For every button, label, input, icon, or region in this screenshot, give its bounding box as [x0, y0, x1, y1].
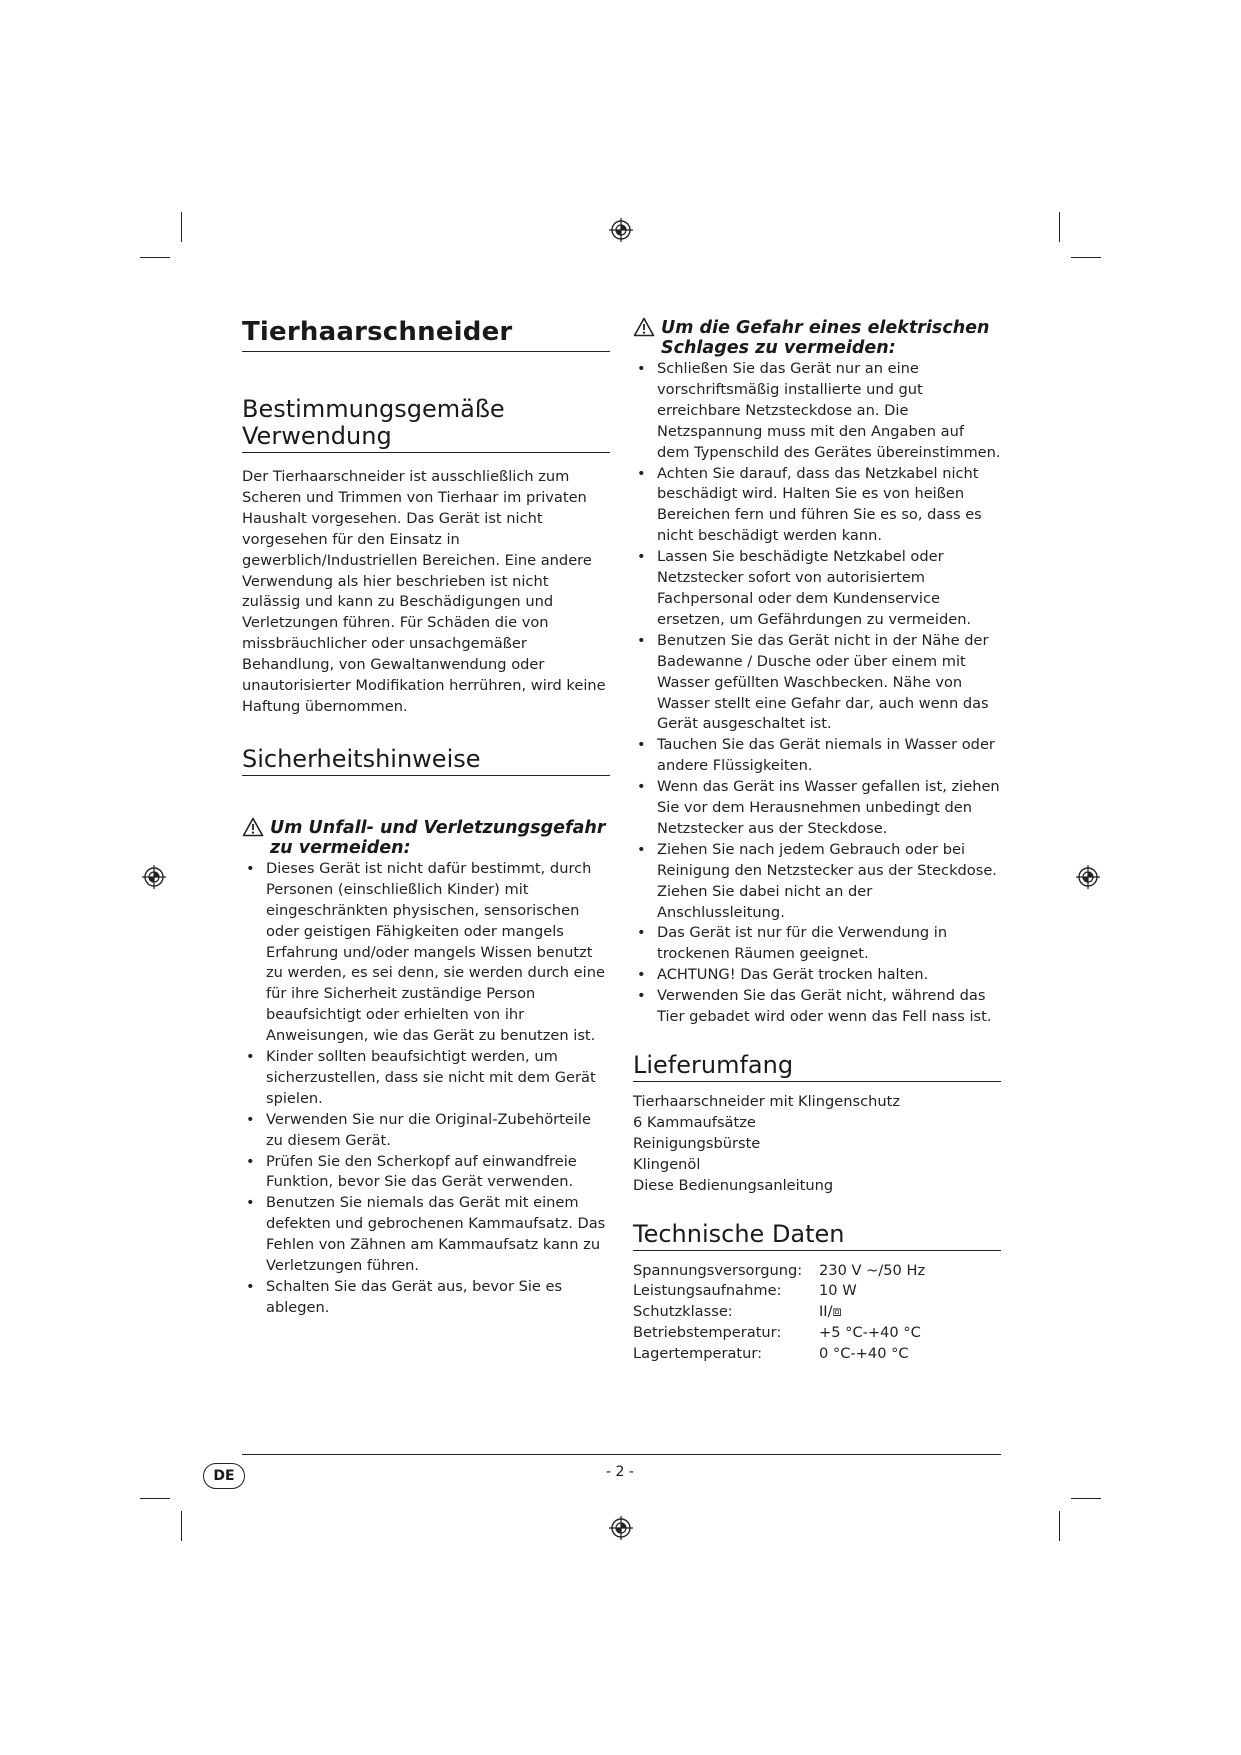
- list-item: • Verwenden Sie das Gerät nicht, während das Tier gebadet wird oder wenn das Fell nass ist.: [633, 986, 1001, 1028]
- list-item: • Benutzen Sie das Gerät nicht in der Nähe der Badewanne / Dusche oder über einem mit Wasser gefüllten Waschbecken. Nähe von Wasser stellt eine Gefahr dar, auch wenn das Gerät ausgeschaltet ist.: [633, 631, 1001, 736]
- warning-triangle-icon: [633, 317, 655, 337]
- left-column: [242, 317, 610, 1319]
- table-row: [633, 1281, 925, 1302]
- intended-use-text: Der Tierhaarschneider ist ausschließlich zum Scheren und Trimmen von Tierhaar im privaten Haushalt vorgesehen. Das Gerät ist nicht vorgesehen für den Einsatz in gewerblich/Industriellen Bereichen. Eine andere Verwendung als hier beschrieben ist nicht zulässig und kann zu Beschädigungen und Verletzungen führen. Für Schäden die von missbräuchlicher oder unsachgemäßer Behandlung, von Gewaltanwendung oder unautorisierter Modifikation herrühren, wird keine Haftung übernommen.: [242, 468, 606, 715]
- warning-triangle-icon: [242, 817, 264, 837]
- table-row: [633, 1261, 925, 1282]
- spec-value: 0 °C-+40 °C: [819, 1345, 909, 1363]
- warning-heading-text: Um Unfall- und Verletzungsgefahr zu vermeiden:: [270, 817, 606, 858]
- list-item: • ACHTUNG! Das Gerät trocken halten.: [633, 965, 1001, 986]
- heading-line: Bestimmungsgemäße: [242, 395, 505, 423]
- list-item: Tierhaarschneider mit Klingenschutz: [633, 1093, 900, 1110]
- list-item: Diese Bedienungsanleitung: [633, 1176, 834, 1194]
- right-column: [633, 318, 1001, 1365]
- crop-mark: [1059, 1511, 1060, 1541]
- tech-table: [633, 1261, 925, 1366]
- language-badge: DE: [203, 1463, 245, 1489]
- registration-mark-icon: [608, 1515, 634, 1541]
- table-row: [633, 1302, 925, 1323]
- registration-mark-icon: [1075, 864, 1101, 890]
- page-title: Tierhaarschneider: [242, 317, 610, 352]
- shock-warning-heading: [633, 318, 1001, 358]
- spec-label: Spannungsversorgung:: [633, 1261, 803, 1279]
- spec-label: Leistungsaufnahme:: [633, 1282, 782, 1300]
- list-item: • Wenn das Gerät ins Wasser gefallen ist, ziehen Sie vor dem Herausnehmen unbedingt den Netzstecker aus der Steckdose.: [633, 777, 1001, 840]
- list-item: • Achten Sie darauf, dass das Netzkabel nicht beschädigt wird. Halten Sie es von heißen Bereichen fern und führen Sie es so, dass es nicht beschädigt werden kann.: [633, 464, 1001, 548]
- spec-value: 230 V ∼/50 Hz: [819, 1261, 926, 1279]
- spec-label: Schutzklasse:: [633, 1303, 733, 1321]
- list-item: • Das Gerät ist nur für die Verwendung in trockenen Räumen geeignet.: [633, 923, 1001, 965]
- list-item: • Ziehen Sie nach jedem Gebrauch oder bei Reinigung den Netzstecker aus der Steckdose. Ziehen Sie dabei nicht an der Anschlussleitung.: [633, 840, 1001, 924]
- list-item: Klingenöl: [633, 1155, 701, 1173]
- list-item: • Lassen Sie beschädigte Netzkabel oder Netzstecker sofort von autorisiertem Fachpersonal oder dem Kundenservice ersetzen, um Gefährdungen zu vermeiden.: [633, 547, 1001, 631]
- table-row: [633, 1323, 925, 1344]
- registration-mark-icon: [608, 217, 634, 243]
- list-item: Reinigungsbürste: [633, 1134, 761, 1152]
- crop-mark: [181, 212, 182, 242]
- crop-mark: [140, 257, 170, 258]
- list-item: • Prüfen Sie den Scherkopf auf einwandfreie Funktion, bevor Sie das Gerät verwenden.: [242, 1152, 610, 1194]
- list-item: • Tauchen Sie das Gerät niemals in Wasser oder andere Flüssigkeiten.: [633, 735, 1001, 777]
- spec-label: Betriebstemperatur:: [633, 1324, 782, 1342]
- scope-list: [633, 1092, 1001, 1197]
- intended-use-heading: [242, 396, 610, 453]
- list-item: • Dieses Gerät ist nicht dafür bestimmt, durch Personen (einschließlich Kinder) mit eingeschränkten physischen, sensorischen oder geistigen Fähigkeiten oder mangels Erfahrung und/oder mangels Wissen benutzt zu werden, es sei denn, sie werden durch eine für ihre Sicherheit zuständige Person beaufsichtigt oder erhielten von ihr Anweisungen, wie das Gerät zu benutzen ist.: [242, 859, 610, 1047]
- footer-rule: [242, 1454, 1001, 1455]
- scope-heading: Lieferumfang: [633, 1052, 1001, 1082]
- list-item: • Benutzen Sie niemals das Gerät mit einem defekten und gebrochenen Kammaufsatz. Das Fehlen von Zähnen am Kammaufsatz kann zu Verletzungen führen.: [242, 1193, 610, 1277]
- accident-warning-heading: [242, 818, 610, 858]
- crop-mark: [1059, 212, 1060, 242]
- spec-label: Lagertemperatur:: [633, 1345, 763, 1363]
- crop-mark: [140, 1498, 170, 1499]
- warning-heading-text: Um die Gefahr eines elektrischen Schlages zu vermeiden:: [661, 318, 990, 358]
- list-item: • Schalten Sie das Gerät aus, bevor Sie es ablegen.: [242, 1277, 610, 1319]
- accident-warning-list: [242, 859, 610, 1319]
- spec-value: 10 W: [819, 1282, 857, 1300]
- safety-heading: Sicherheitshinweise: [242, 746, 610, 776]
- shock-warning-list: [633, 359, 1001, 1028]
- list-item: • Kinder sollten beaufsichtigt werden, um sicherzustellen, dass sie nicht mit dem Gerät spielen.: [242, 1047, 610, 1110]
- crop-mark: [181, 1511, 182, 1541]
- spec-value: II/⧈: [819, 1303, 842, 1321]
- list-item: • Schließen Sie das Gerät nur an eine vorschriftsmäßig installierte und gut erreichbare Netzsteckdose an. Die Netzspannung muss mit den Angaben auf dem Typenschild des Gerätes übereinstimmen.: [633, 359, 1001, 464]
- page-number: - 2 -: [606, 1464, 634, 1480]
- table-row: [633, 1344, 925, 1365]
- crop-mark: [1071, 257, 1101, 258]
- list-item: 6 Kammaufsätze: [633, 1113, 756, 1131]
- heading-line: Verwendung: [242, 422, 392, 450]
- list-item: • Verwenden Sie nur die Original-Zubehörteile zu diesem Gerät.: [242, 1110, 610, 1152]
- registration-mark-icon: [141, 864, 167, 890]
- spec-value: +5 °C-+40 °C: [819, 1324, 921, 1342]
- crop-mark: [1071, 1498, 1101, 1499]
- tech-heading: Technische Daten: [633, 1221, 1001, 1251]
